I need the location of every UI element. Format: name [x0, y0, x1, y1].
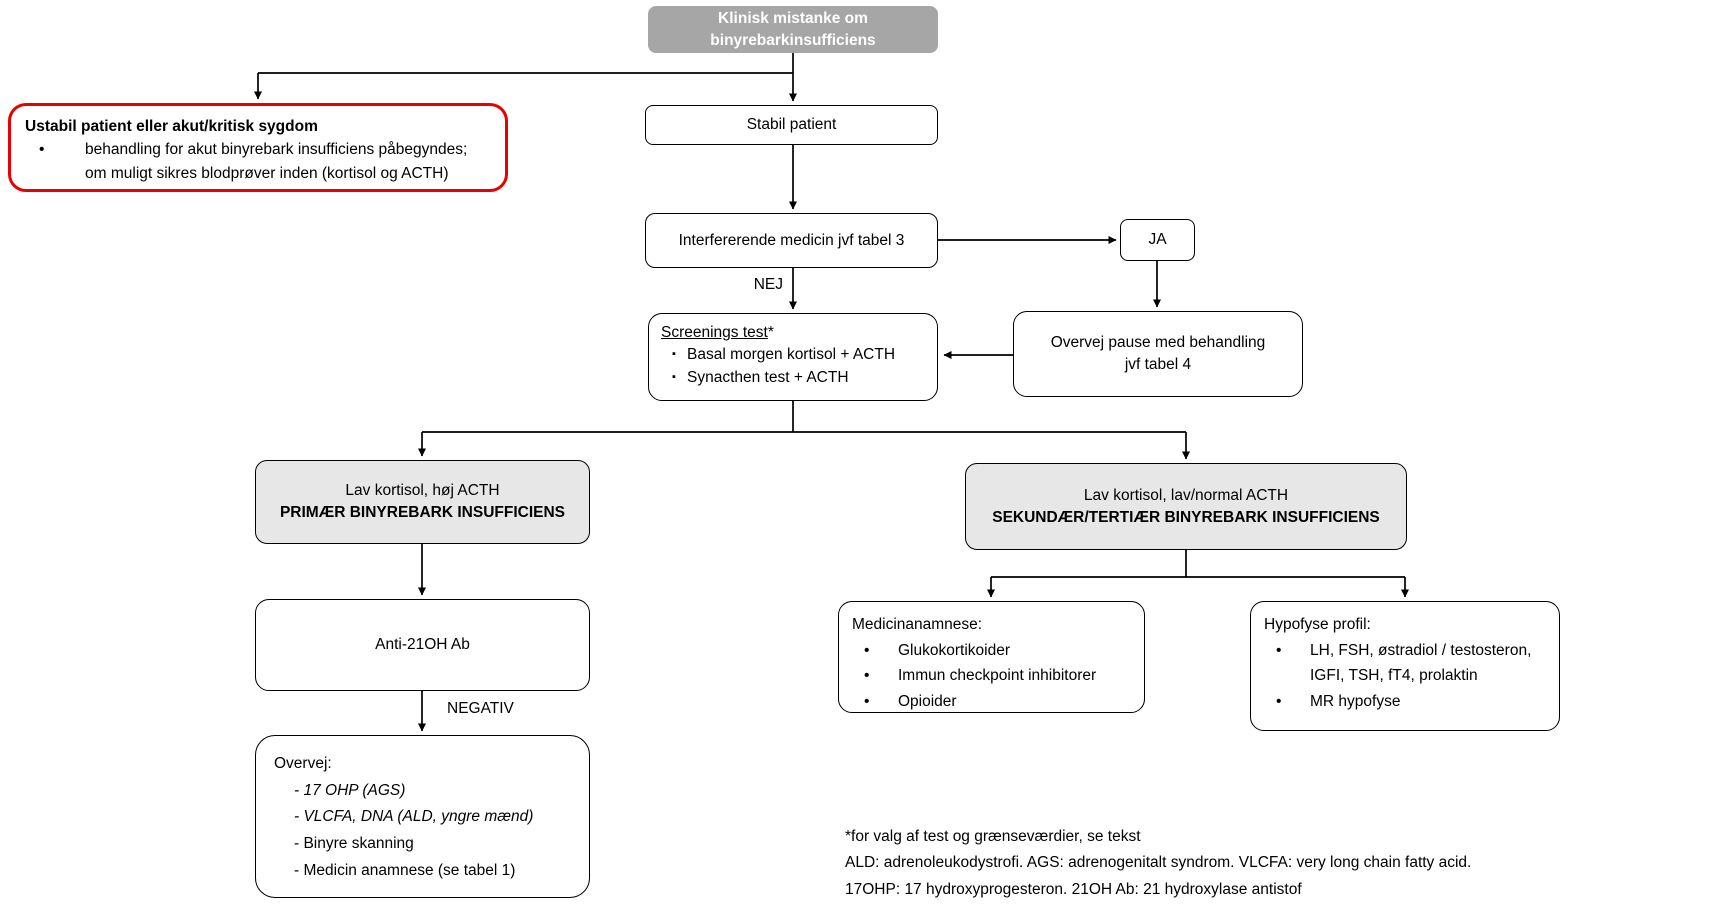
pause-line2: jvf tabel 4	[1124, 356, 1192, 373]
bullet-icon: •	[864, 641, 870, 659]
medication-item-row	[852, 638, 1131, 664]
node-consider	[255, 735, 590, 898]
primary-line2: PRIMÆR BINYREBARK INSUFFICIENS	[279, 504, 566, 521]
pituitary-item: MR hypofyse	[1310, 692, 1401, 710]
footnote	[845, 824, 1545, 903]
bullet-icon: •	[864, 667, 870, 685]
node-pause-treatment	[1013, 311, 1303, 397]
consider-item: - Binyre skanning	[294, 834, 414, 852]
screening-item-row	[661, 344, 925, 366]
node-medication-history	[838, 601, 1145, 713]
consider-title: Overvej:	[274, 755, 332, 772]
footnote-line2: ALD: adrenoleukodystrofi. AGS: adrenogenitalt syndrom. VLCFA: very long chain fatty acid.	[845, 854, 1472, 872]
anti21oh-label: Anti-21OH Ab	[375, 636, 470, 654]
node-clinical-suspicion	[648, 6, 938, 53]
square-bullet-icon: ▪	[672, 348, 676, 361]
pituitary-item-row	[1264, 638, 1546, 689]
square-bullet-icon: ▪	[672, 370, 676, 383]
medication-title: Medicinanamnese:	[852, 616, 983, 633]
split-line-secondary	[991, 550, 1405, 577]
medication-item: Glukokortikoider	[898, 641, 1010, 659]
screening-title-asterisk: *	[767, 324, 774, 341]
node-pituitary-profile	[1250, 601, 1560, 731]
medication-item-row	[852, 689, 1131, 715]
node-interfering-medication	[645, 213, 938, 268]
secondary-line1: Lav kortisol, lav/normal ACTH	[1083, 486, 1289, 504]
split-line-top	[258, 53, 793, 73]
node-screening-test	[648, 313, 938, 401]
interfering-label: Interfererende medicin jvf tabel 3	[678, 231, 905, 249]
screening-item: Synacthen test + ACTH	[687, 368, 849, 386]
node-anti-21oh-ab	[255, 599, 590, 691]
screening-title: Screenings test	[661, 324, 768, 341]
screening-title-line	[661, 322, 925, 344]
bullet-icon: •	[39, 141, 45, 159]
stable-label: Stabil patient	[746, 116, 837, 134]
screening-item: Basal morgen kortisol + ACTH	[687, 346, 896, 364]
pause-line1: Overvej pause med behandling	[1050, 334, 1266, 352]
secondary-line2: SEKUNDÆR/TERTIÆR BINYREBARK INSUFFICIENS	[992, 508, 1380, 526]
unstable-bullet-row	[25, 138, 491, 185]
bullet-icon: •	[1276, 692, 1282, 710]
node-stable-patient	[645, 105, 938, 145]
unstable-bullet-line1: behandling for akut binyrebark insufficiens påbegyndes;	[85, 141, 468, 159]
primary-line1: Lav kortisol, høj ACTH	[345, 482, 500, 500]
node-primary-insufficiency	[255, 460, 590, 544]
bullet-icon: •	[1276, 641, 1282, 659]
node-yes	[1120, 219, 1195, 261]
suspicion-line2: binyrebarkinsufficiens	[710, 31, 876, 49]
node-unstable-patient	[8, 103, 508, 192]
screening-item-row	[661, 367, 925, 389]
consider-item: - VLCFA, DNA (ALD, yngre mænd)	[294, 808, 534, 826]
pituitary-title: Hypofyse profil:	[1264, 616, 1371, 633]
footnote-line3: 17OHP: 17 hydroxyprogesteron. 21OH Ab: 21 hydroxylase antistof	[845, 880, 1302, 898]
footnote-line1: *for valg af test og grænseværdier, se tekst	[845, 828, 1141, 845]
no-label: NEJ	[753, 276, 783, 293]
unstable-bullet-line2: om muligt sikres blodprøver inden (kortisol og ACTH)	[85, 164, 449, 182]
medication-item-row	[852, 663, 1131, 689]
negative-label: NEGATIV	[447, 700, 514, 717]
pituitary-item-row	[1264, 689, 1546, 715]
yes-label: JA	[1148, 231, 1167, 249]
unstable-title: Ustabil patient eller akut/kritisk sygdom	[25, 118, 318, 135]
medication-item: Opioider	[898, 692, 957, 710]
split-line-results	[422, 401, 1186, 432]
consider-item: - 17 OHP (AGS)	[294, 781, 406, 799]
pituitary-item: LH, FSH, østradiol / testosteron, IGFI, TSH, fT4, prolaktin	[1310, 641, 1532, 685]
bullet-icon: •	[864, 692, 870, 710]
node-secondary-insufficiency	[965, 463, 1407, 550]
medication-item: Immun checkpoint inhibitorer	[898, 667, 1097, 685]
consider-item: - Medicin anamnese (se tabel 1)	[294, 861, 516, 879]
suspicion-line1: Klinisk mistanke om	[718, 9, 868, 27]
unstable-bullet-text	[85, 138, 491, 185]
